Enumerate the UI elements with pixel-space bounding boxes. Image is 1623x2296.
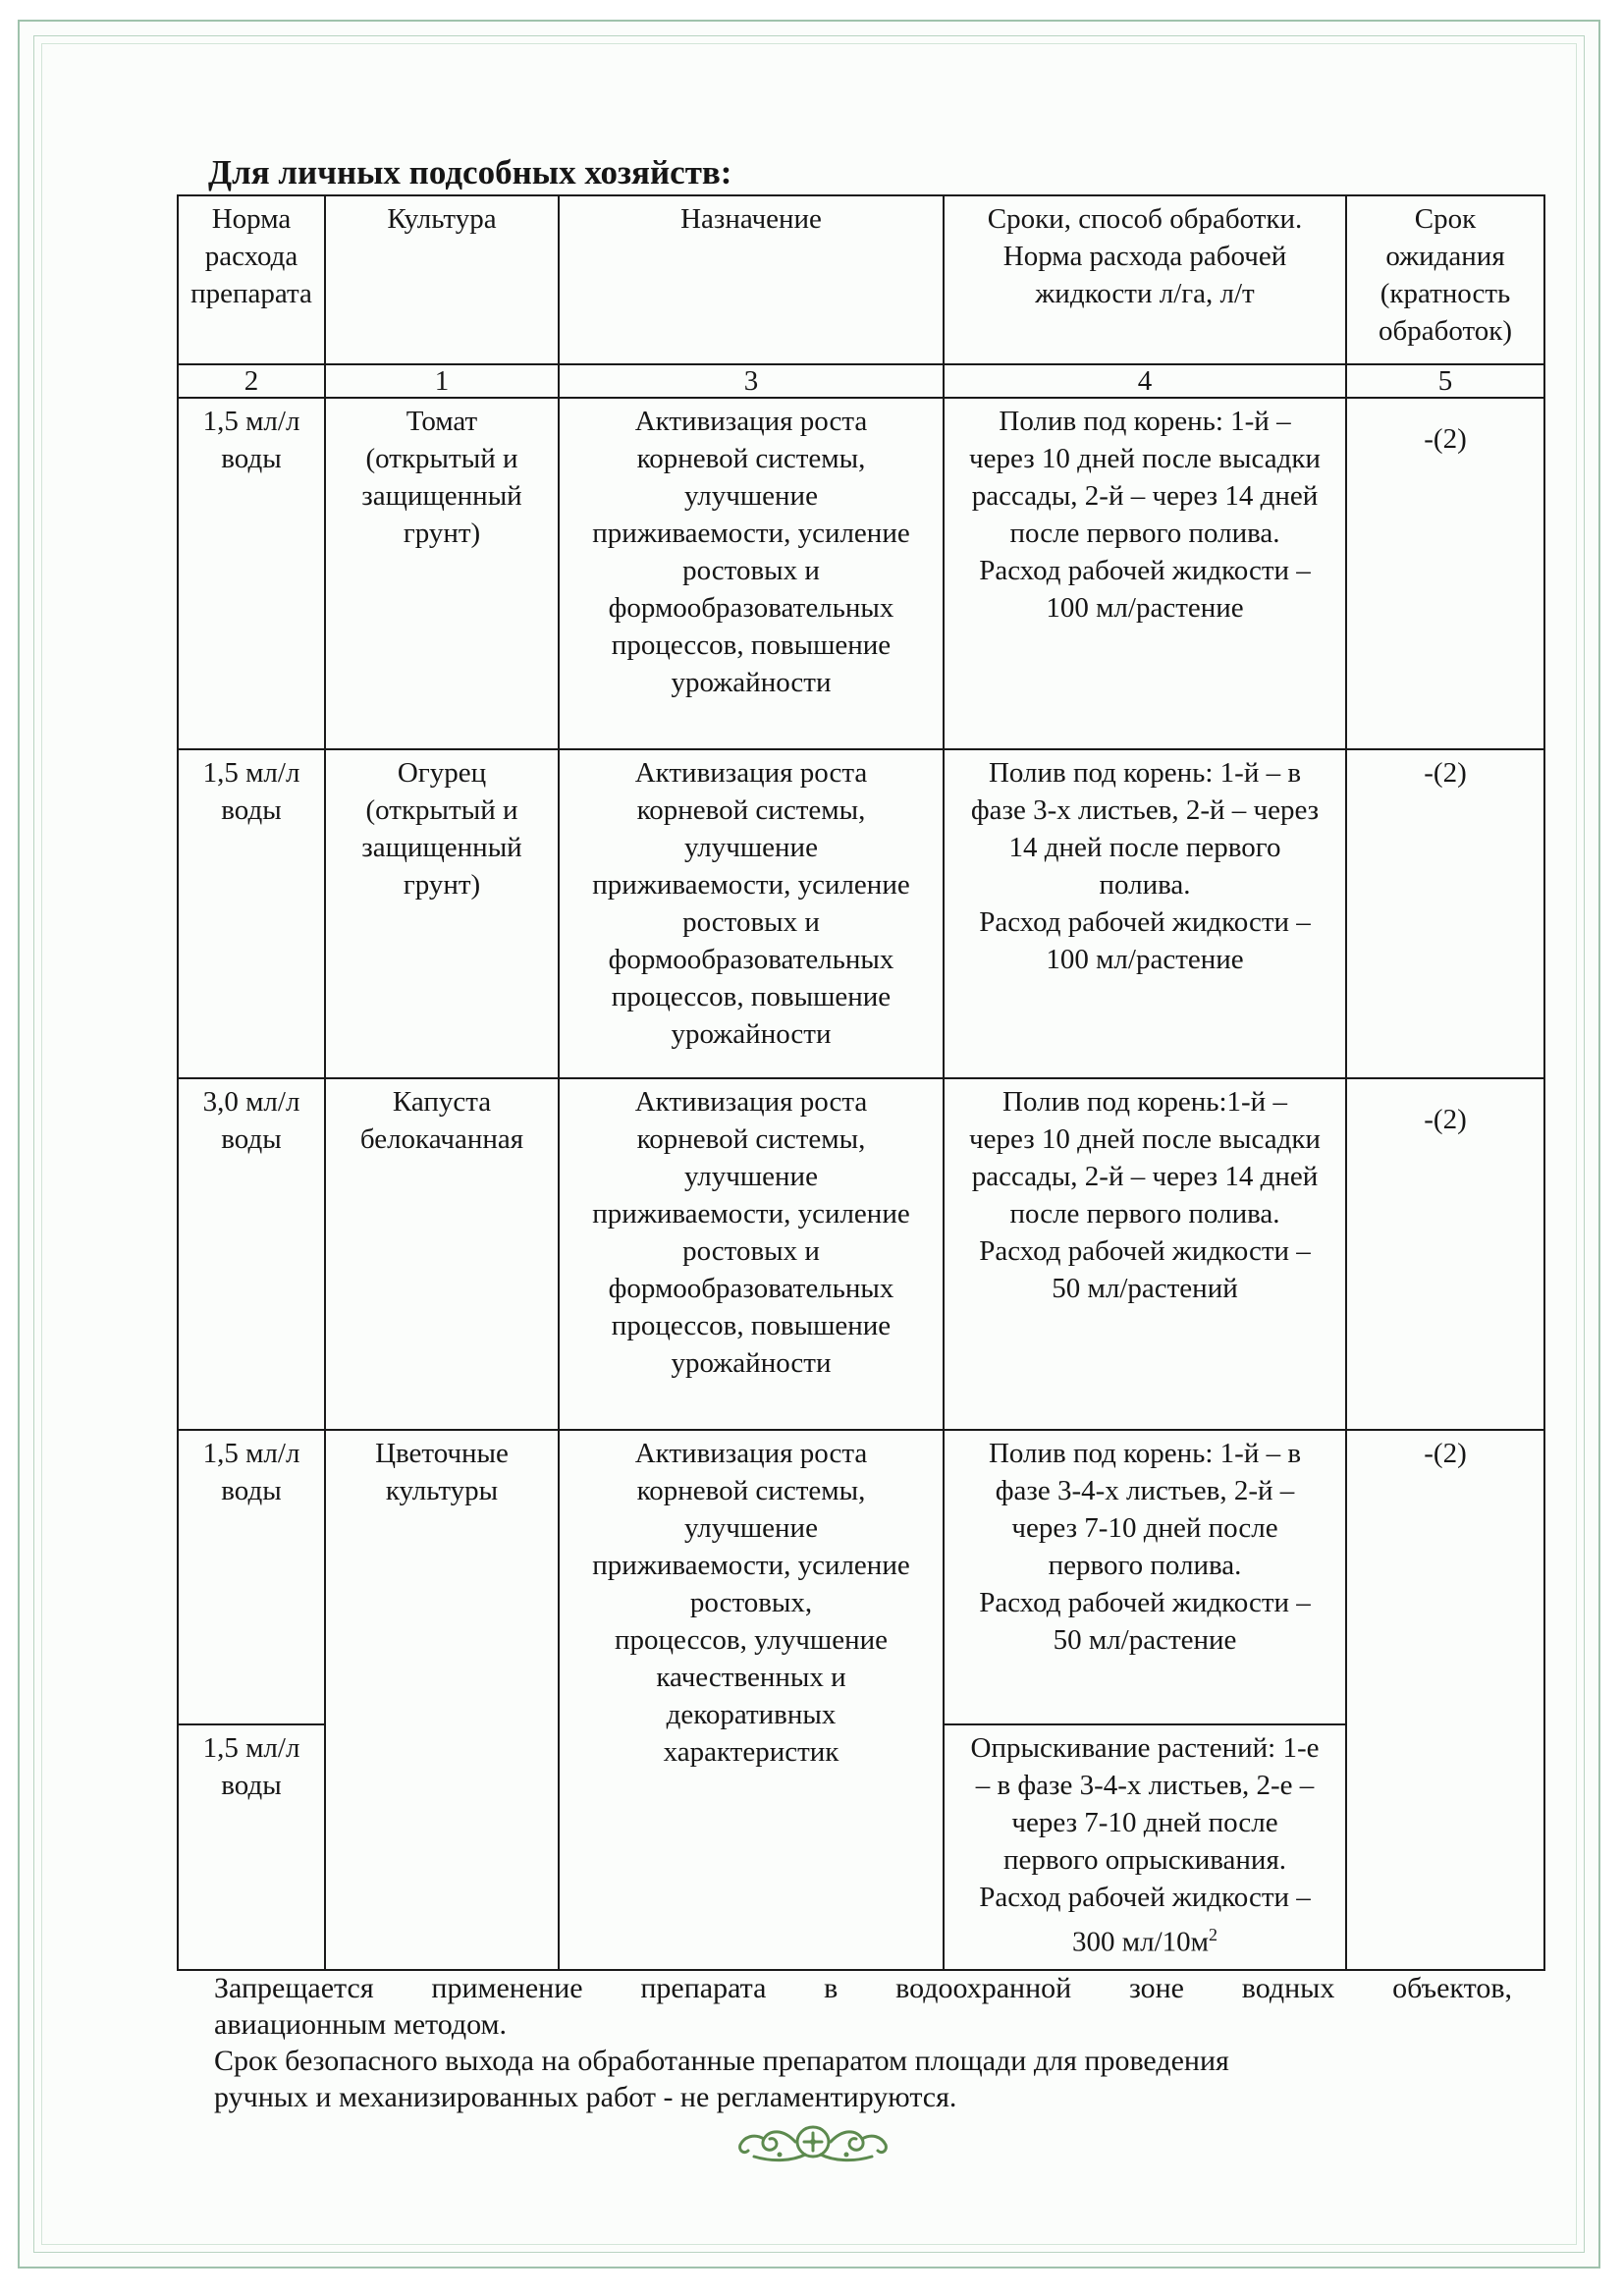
header-crop: Культура: [325, 195, 559, 364]
table-header-row: [178, 195, 1544, 364]
column-number-row: [178, 364, 1544, 398]
section-heading: Для личных подсобных хозяйств:: [208, 153, 732, 191]
decorative-ornament-icon: [734, 2119, 892, 2164]
waiting-cell: -(2): [1346, 1430, 1544, 1970]
rate-cell: 1,5 мл/л воды: [178, 1724, 325, 1970]
crop-cell: Цветочные культуры: [325, 1430, 559, 1970]
footer-line: Срок безопасного выхода на обработанные препаратом площади для проведения: [214, 2045, 1229, 2077]
table-row: [178, 1078, 1544, 1430]
crop-cell: Огурец (открытый и защищенный грунт): [325, 749, 559, 1078]
superscript: 2: [1208, 1925, 1217, 1944]
purpose-cell: Активизация роста корневой системы, улучшение приживаемости, усиление ростовых, процессов, улучшение качественных и декоративных характеристик: [559, 1430, 944, 1970]
method-cell: [944, 1724, 1346, 1970]
crop-cell: Капуста белокачанная: [325, 1078, 559, 1430]
purpose-cell: Активизация роста корневой системы, улучшение приживаемости, усиление ростовых и формообразовательных процессов, повышение урожайности: [559, 398, 944, 749]
column-number: 2: [178, 364, 325, 398]
rate-cell: 1,5 мл/л воды: [178, 398, 325, 749]
footer-notes: [214, 1970, 1512, 2115]
header-method: Сроки, способ обработки. Норма расхода рабочей жидкости л/га, л/т: [944, 195, 1346, 364]
table-row: [178, 1430, 1544, 1724]
header-purpose: Назначение: [559, 195, 944, 364]
waiting-cell: -(2): [1346, 398, 1544, 749]
header-waiting: Срок ожидания (кратность обработок): [1346, 195, 1544, 364]
crop-cell: Томат (открытый и защищенный грунт): [325, 398, 559, 749]
column-number: 3: [559, 364, 944, 398]
method-cell: Полив под корень: 1-й – через 10 дней после высадки рассады, 2-й – через 14 дней после первого полива. Расход рабочей жидкости – 100 мл/растение: [944, 398, 1346, 749]
column-number: 4: [944, 364, 1346, 398]
application-table: [177, 194, 1545, 1971]
table-row: [178, 398, 1544, 749]
purpose-cell: Активизация роста корневой системы, улучшение приживаемости, усиление ростовых и формообразовательных процессов, повышение урожайности: [559, 1078, 944, 1430]
rate-cell: 3,0 мл/л воды: [178, 1078, 325, 1430]
table-row: [178, 749, 1544, 1078]
purpose-cell: Активизация роста корневой системы, улучшение приживаемости, усиление ростовых и формообразовательных процессов, повышение урожайности: [559, 749, 944, 1078]
waiting-cell: -(2): [1346, 749, 1544, 1078]
method-text: Опрыскивание растений: 1-е – в фазе 3-4-х листьев, 2-е – через 7-10 дней после первого опрыскивания. Расход рабочей жидкости – 300 мл/10м: [970, 1732, 1320, 1958]
waiting-cell: -(2): [1346, 1078, 1544, 1430]
rate-cell: 1,5 мл/л воды: [178, 749, 325, 1078]
method-cell: Полив под корень: 1-й – в фазе 3-х листьев, 2-й – через 14 дней после первого полива. Расход рабочей жидкости – 100 мл/растение: [944, 749, 1346, 1078]
footer-line: авиационным методом.: [214, 2008, 508, 2041]
method-cell: Полив под корень: 1-й – в фазе 3-4-х листьев, 2-й – через 7-10 дней после первого полива. Расход рабочей жидкости – 50 мл/растение: [944, 1430, 1346, 1724]
header-rate: Норма расхода препарата: [178, 195, 325, 364]
method-cell: Полив под корень:1-й – через 10 дней после высадки рассады, 2-й – через 14 дней после первого полива. Расход рабочей жидкости – 50 мл/растений: [944, 1078, 1346, 1430]
column-number: 1: [325, 364, 559, 398]
footer-line: ручных и механизированных работ - не регламентируются.: [214, 2081, 957, 2113]
rate-cell: 1,5 мл/л воды: [178, 1430, 325, 1724]
footer-line: Запрещается применение препарата в водоохранной зоне водных объектов,: [214, 1972, 1512, 2004]
column-number: 5: [1346, 364, 1544, 398]
